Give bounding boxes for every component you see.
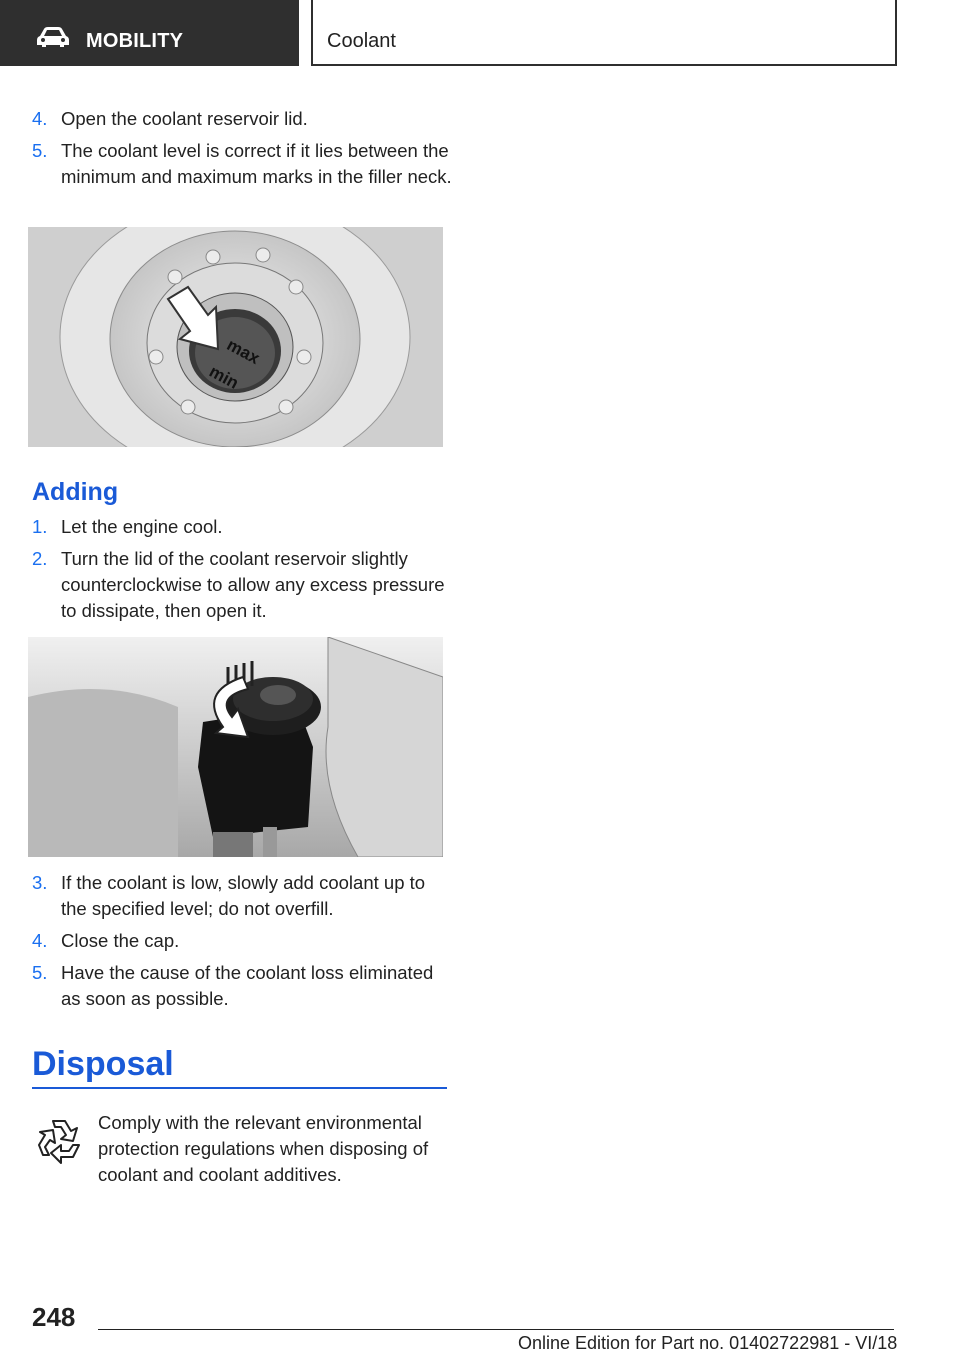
header-chapter-box <box>311 0 897 66</box>
adding-steps-list-a <box>32 514 452 630</box>
list-item <box>32 928 452 954</box>
recycle-icon <box>33 1115 85 1167</box>
list-item <box>32 870 452 922</box>
filler-neck-drawing <box>28 227 443 447</box>
heading-rule <box>32 1087 447 1089</box>
step-number: 2. <box>32 548 48 569</box>
header-section-tab <box>0 0 299 66</box>
car-icon <box>36 26 70 48</box>
step-text: The coolant level is correct if it lies between the minimum and maximum marks in the filler neck. <box>61 140 452 187</box>
step-text: If the coolant is low, slowly add coolant up to the specified level; do not overfill. <box>61 872 426 919</box>
page-number: 248 <box>32 1302 76 1332</box>
reservoir-cap-drawing <box>28 637 443 857</box>
adding-steps-list-b <box>32 870 452 1018</box>
list-item <box>32 106 452 132</box>
step-number: 4. <box>32 108 48 129</box>
footer-rule <box>98 1329 894 1330</box>
step-number: 1. <box>32 516 48 537</box>
step-text: Turn the lid of the coolant reservoir slightly counterclockwise to allow any excess pressure to dissipate, then open it. <box>61 548 445 621</box>
filler-neck-illustration <box>28 227 443 447</box>
footer-edition: Online Edition for Part no. 01402722981 - VI/18 <box>518 1333 898 1353</box>
step-text: Open the coolant reservoir lid. <box>61 108 308 129</box>
list-item <box>32 546 452 624</box>
checking-steps-list <box>32 106 452 196</box>
chapter-title: Coolant <box>327 30 396 52</box>
disposal-heading: Disposal <box>32 1045 174 1083</box>
step-number: 5. <box>32 962 48 983</box>
step-text: Close the cap. <box>61 930 180 951</box>
disposal-text: Comply with the relevant environmental protection regulations when disposing of coolant and coolant additives. <box>98 1112 429 1185</box>
list-item <box>32 138 452 190</box>
step-text: Have the cause of the coolant loss eliminated as soon as possible. <box>61 962 434 1009</box>
max-mark: max <box>223 335 263 368</box>
adding-heading: Adding <box>32 478 119 506</box>
step-text: Let the engine cool. <box>61 516 223 537</box>
list-item <box>32 514 452 540</box>
list-item <box>32 960 452 1012</box>
reservoir-cap-illustration <box>28 637 443 857</box>
step-number: 5. <box>32 140 48 161</box>
step-number: 4. <box>32 930 48 951</box>
step-number: 3. <box>32 872 48 893</box>
section-label: MOBILITY <box>86 30 184 52</box>
min-mark: min <box>206 361 242 393</box>
